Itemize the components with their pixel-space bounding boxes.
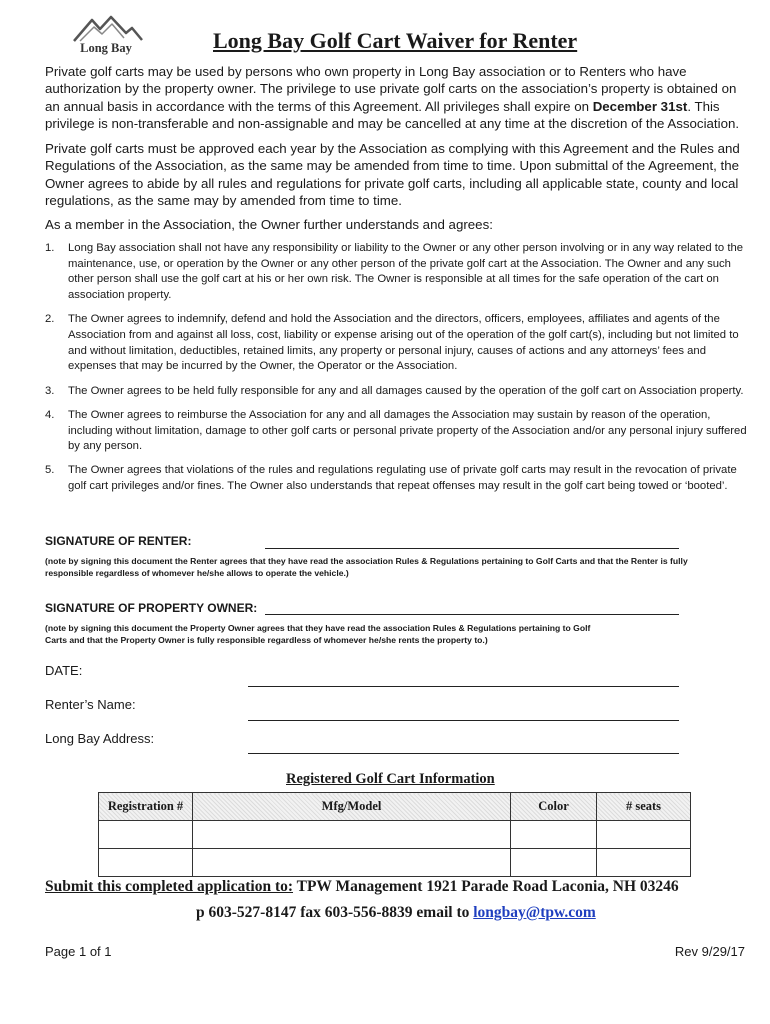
intro-paragraph-2: Private golf carts must be approved each year by the Association as complying with this Agreement and the Rules and Regulations of the Association, as the same may be amended from time to time. Upon submittal of the Agreement, the Owner agrees to abide by all rules and regulations for private golf carts, including all applicable state, county and local regulations, as the same may by amended from time to time.	[45, 141, 740, 208]
header-seats: # seats	[597, 793, 691, 821]
table-row	[99, 849, 691, 877]
intro-paragraph-3: As a member in the Association, the Owner further understands and agrees:	[45, 217, 493, 232]
table-row	[99, 821, 691, 849]
email-link[interactable]: longbay@tpw.com	[473, 904, 596, 921]
table-cell[interactable]	[193, 821, 511, 849]
address-field[interactable]	[248, 753, 679, 754]
submit-instructions	[45, 878, 679, 896]
table-cell[interactable]	[511, 849, 597, 877]
list-item: 2. The Owner agrees to indemnify, defend and hold the Association and the directors, officers, employees, affiliates and agents of the Association from and against all loss, cost, liability or expense arising out of the operation of the golf cart(s), including but not limited to and without limitation, deductibles, retained limits, any property or personal injury, causes of actions and any attorneys’ fees and expenses that may be incurred by the Owner, the Operator or the Association.	[45, 313, 739, 373]
mountain-logo-icon	[66, 14, 146, 44]
contact-numbers: p 603-527-8147 fax 603-556-8839 email to	[196, 904, 474, 921]
date-field[interactable]	[248, 686, 679, 687]
renter-name-label: Renter’s Name:	[45, 697, 136, 712]
list-item: 1. Long Bay association shall not have any responsibility or liability to the Owner or any other person involving or in any way related to the maintenance, use, or operation by the Owner or any other person of the private golf cart at the Association. The Owner and any such other person shall use the golf cart at his or her own risk. The Owner is responsible at all times for the safe operation of the cart on association property.	[45, 242, 744, 302]
list-item: 4. The Owner agrees to reimburse the Association for any and all damages the Association may sustain by reason of the operation, including without limitation, damage to other golf carts or personal private property of the Association and/or any personal injury suffered by any person.	[45, 408, 747, 453]
renter-signature-label: SIGNATURE OF RENTER:	[45, 534, 192, 548]
table-header-row	[99, 793, 691, 821]
intro-paragraph-1: Private golf carts may be used by persons who own property in Long Bay association or to Renters who have authorization by the property owner. The privilege to use private golf carts on the association’s property is obtained on an annual basis in accordance with the terms of this Agreement. All privileges shall expire on December 31st. This privilege is non-transferable and non-assignable and may be cancelled at any time at the discretion of the Association.	[45, 64, 740, 131]
page-title: Long Bay Golf Cart Waiver for Renter	[213, 28, 578, 53]
renter-name-field[interactable]	[248, 720, 679, 721]
date-label: DATE:	[45, 663, 83, 678]
owner-signature-line[interactable]	[265, 614, 679, 615]
header-mfg-model: Mfg/Model	[193, 793, 511, 821]
header-registration: Registration #	[99, 793, 193, 821]
table-cell[interactable]	[99, 849, 193, 877]
table-cell[interactable]	[511, 821, 597, 849]
address-label: Long Bay Address:	[45, 731, 155, 746]
submit-label: Submit this completed application to:	[45, 878, 294, 895]
table-cell[interactable]	[597, 849, 691, 877]
table-cell[interactable]	[99, 821, 193, 849]
cart-info-title: Registered Golf Cart Information	[286, 771, 495, 787]
list-item: 3. The Owner agrees to be held fully responsible for any and all damages caused by the operation of the golf cart on Association property.	[45, 384, 744, 397]
list-item: 5. The Owner agrees that violations of the rules and regulations regulating use of private golf carts may result in the revocation of private golf cart privileges and/or fines. The Owner also understands that repeat offenses may result in the golf cart being towed or ‘booted’.	[45, 464, 737, 493]
renter-signature-note: (note by signing this document the Renter agrees that they have read the association Rules & Regulations pertaining to Golf Carts and that the Renter is fully responsible regardless of whomever he/she allows to operate the vehicle.)	[45, 556, 688, 579]
submit-address: TPW Management 1921 Parade Road Laconia, NH 03246	[293, 878, 679, 895]
cart-info-table	[98, 792, 691, 877]
owner-signature-note: (note by signing this document the Property Owner agrees that they have read the association Rules & Regulations pertaining to Golf Carts and that the Property Owner is fully responsible regardless of whomever he/she rents the property to.)	[45, 623, 591, 646]
terms-list	[45, 241, 750, 503]
table-cell[interactable]	[193, 849, 511, 877]
header-color: Color	[511, 793, 597, 821]
table-cell[interactable]	[597, 821, 691, 849]
renter-signature-line[interactable]	[265, 548, 679, 549]
owner-signature-label: SIGNATURE OF PROPERTY OWNER:	[45, 601, 258, 615]
revision-date: Rev 9/29/17	[674, 944, 745, 959]
long-bay-logo	[66, 14, 146, 58]
logo-text: Long Bay	[80, 41, 132, 55]
page-number: Page 1 of 1	[45, 944, 112, 959]
contact-line	[196, 904, 596, 922]
